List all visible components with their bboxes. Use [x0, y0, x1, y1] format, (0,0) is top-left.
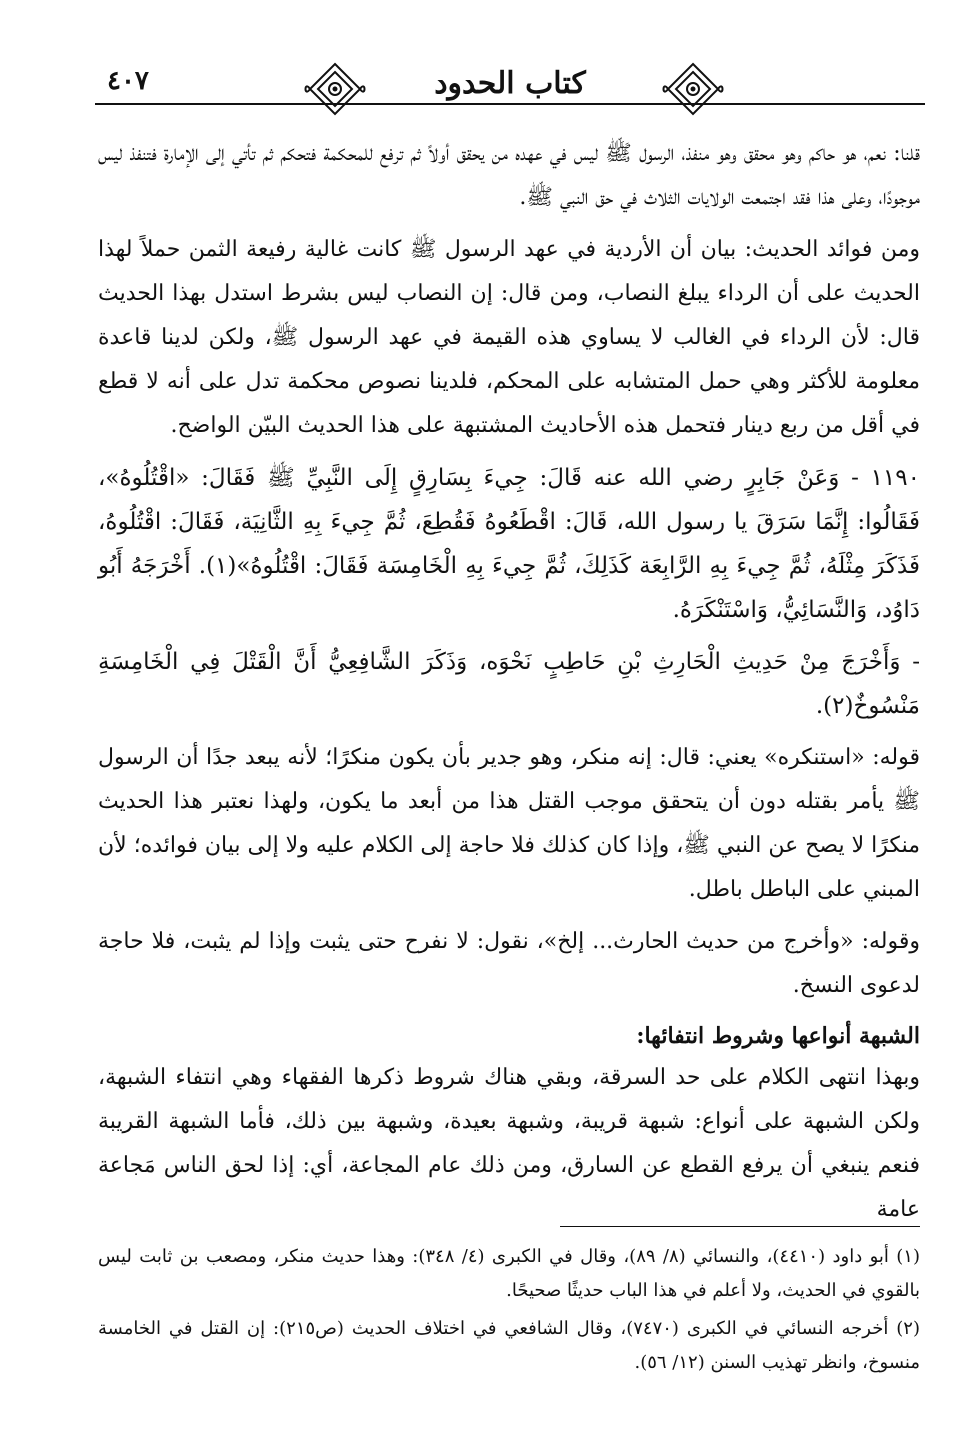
footnote: (١) أبو داود (٤٤١٠)، والنسائي (٨/ ٨٩)، وقال في الكبرى (٤/ ٣٤٨): وهذا حديث منكر، ومصعب بن ثابت ليس بالقوي في الحديث، ولا أعلم في هذا الباب حديثًا صحيحًا.: [98, 1246, 920, 1301]
page-number: ٤٠٧: [107, 66, 149, 96]
footnotes: [98, 1240, 920, 1384]
paragraph: قوله: «استنكره» يعني: قال: إنه منكر، وهو جدير بأن يكون منكرًا؛ لأنه يبعد جدًا أن الرسول ﷺ يأمر بقتله دون أن يتحقق موجب القتل هذا من أبعد ما يكون، ولهذا نعتبر هذا الحديث منكرًا لا يصح عن النبي ﷺ، وإذا كان كذلك فلا حاجة إلى الكلام عليه ولا إلى بيان فوائده؛ لأن المبني على الباطل باطل.: [98, 745, 920, 902]
ornament-icon: [658, 60, 728, 118]
main-text: [98, 132, 920, 1240]
chapter-title: كتاب الحدود: [434, 66, 586, 101]
paragraph: وبهذا انتهى الكلام على حد السرقة، وبقي هناك شروط ذكرها الفقهاء وهي انتفاء الشبهة، ولكن الشبهة على أنواع: شبهة قريبة، وشبهة بعيدة، وشبهة بين ذلك، فأما الشبهة القريبة فنعم ينبغي أن يرفع القطع عن السارق، ومن ذلك عام المجاعة، أي: إذا لحق الناس مَجاعة عامة: [98, 1065, 920, 1222]
section-heading: الشبهة أنواعها وشروط انتفائها:: [636, 1023, 920, 1049]
paragraph: ومن فوائد الحديث: بيان أن الأردية في عهد الرسول ﷺ كانت غالية رفيعة الثمن حملاً لهذا الحديث على أن الرداء يبلغ النصاب، ومن قال: إن النصاب ليس بشرط استدل بهذا الحديث قال: لأن الرداء في الغالب لا يساوي هذه القيمة في عهد الرسول ﷺ، ولكن لدينا قاعدة معلومة للأكثر وهي حمل المتشابه على المحكم، فلدينا نصوص محكمة تدل على أنه لا قطع في أقل من ربع دينار فتحمل هذه الأحاديث المشتبهة على هذا الحديث البيّن الواضح.: [98, 237, 920, 438]
hadith-text: - وَأَخْرَجَ مِنْ حَدِيثِ الْحَارِثِ بْنِ حَاطِبٍ نَحْوَه، وَذَكَرَ الشَّافِعِيُّ أَنَّ الْقَتْلَ فِي الْخَامِسَةِ مَنْسُوخٌ(٢).: [98, 649, 920, 719]
paragraph: قلنا: نعم، هو حاكم وهو محقق وهو منفذ، الرسول ﷺ ليس في عهده من يحقق أولاً ثم ترفع للمحكمة فتحكم ثم تأتي إلى الإمارة فتنفذ ليس موجودًا، وعلى هذا فقد اجتمعت الولايات الثلاث في حق النبي ﷺ.: [98, 141, 920, 210]
footnote: (٢) أخرجه النسائي في الكبرى (٧٤٧٠)، وقال الشافعي في اختلاف الحديث (ص٢١٥): إن القتل في الخامسة منسوخ، وانظر تهذيب السنن (١٢/ ٥٦).: [98, 1318, 920, 1373]
page-header: [95, 58, 925, 118]
header-rule: [95, 103, 925, 105]
hadith-text: ١١٩٠ - وَعَنْ جَابِرٍ رضي الله عنه قَالَ: جِيءَ بِسَارِقٍ إِلَى النَّبِيِّ ﷺ فَقَالَ: «اقْتُلُوهُ»، فَقَالُوا: إِنَّمَا سَرَقَ يا رسول الله، قَالَ: اقْطَعُوهُ فَقُطِعَ، ثُمَّ جِيءَ بِهِ الثَّانِيَة، فَقَالَ: اقْتُلُوهُ، فَذَكَرَ مِثْلَهُ، ثُمَّ جِيءَ بِهِ الرَّابِعَة كَذَلِكَ، ثُمَّ جِيءَ بِهِ الْخَامِسَة فَقَالَ: اقْتُلُوهُ»(١). أَخْرَجَهُ أَبُو دَاوُد، وَالنَّسَائِيُّ، وَاسْتَنْكَرَهُ.: [98, 465, 920, 623]
paragraph: وقوله: «وأخرج من حديث الحارث... إلخ»، نقول: لا نفرح حتى يثبت وإذا لم يثبت، فلا حاجة لدعوى النسخ.: [98, 929, 920, 998]
ornament-icon: [300, 60, 370, 118]
footnote-divider: [560, 1226, 920, 1227]
